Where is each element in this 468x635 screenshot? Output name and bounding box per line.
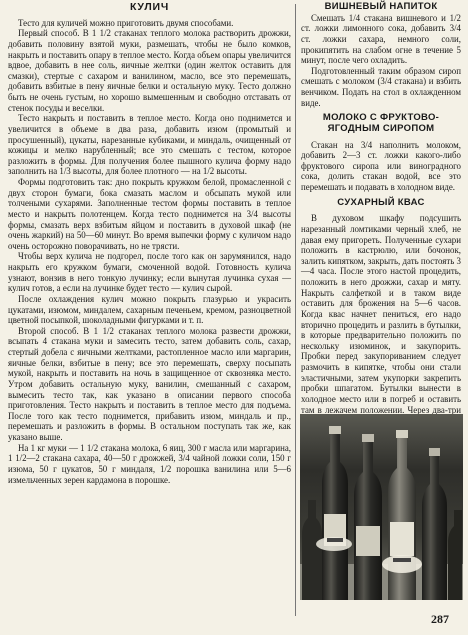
cherry-drink-paragraph: Смешать 1/4 стакана вишневого и 1/2 ст. ложки лимонного сока, добавить 3/4 ст. ложки сахара, немного соли, прокипятить на слабом огне в течение 5 минут, после чего охладить. <box>301 12 461 66</box>
kulich-paragraph: Тесто накрыть и поставить в теплое место. Когда оно поднимется и увеличится в объеме в два раза, добавить изюм (промытый и просушенный), цукаты, нарезанные кубиками, и миндаль, очищенный от кожицы и мелко нарубленный; все это смешать с тестом, которое разложить в формы. Для получения более пышного кулича форму надо заполнить на 1/3 высоты, для более плотного — на 1/2 высоты. <box>8 113 291 177</box>
page-number: 287 <box>431 612 449 626</box>
kulich-paragraph: Первый способ. В 1 1/2 стаканах теплого молока растворить дрожжи, добавить половину взятой муки, размешать, чтобы не было комков, накрыть и поставить опару в теплое место. Когда объем опары увеличится вдвое, добавить в нее соль, яичные желтки (один желток оставить для смазки), стертые с сахаром и ванилином, масло, все это перемешать, добавить взбитые в пену яичные белки и остальную муку. Тесто должно быть не очень густым, но хорошо вымешенным и свободно отставать от стенок посуды и веселки. <box>8 28 291 113</box>
kulich-title: КУЛИЧ <box>129 1 170 13</box>
kvass-paragraph: В духовом шкафу подсушить нарезанный ломтиками черный хлеб, не давая ему пригореть. Полученные сухари положить в кастрюлю, или бочонок, залить кипятком, закрыть, дать постоять 3—4 часа. После этого настой процедить, положить в него дрожжи, сахар и мяту. Накрыть салфеткой и в таком виде оставить для брожения на 5—6 часов. Когда квас начнет пениться, его надо вторично процедить и разлить в бутылки, в которые предварительно положить по нескольку изюминок, и закупорить. Пробки перед закупориванием следует размочить в кипятке, чтобы они стали эластичными, затем укупорки закрепить пробки шпагатом. Бутылки вынести в холодное место или в погреб и оставить там в лежачем положении. Через два-три <box>301 213 461 415</box>
bottles-photo <box>300 414 463 600</box>
kulich-paragraph: Тесто для куличей можно приготовить двумя способами. <box>18 17 234 28</box>
milk-syrup-title: МОЛОКО С ФРУКТОВО-ЯГОДНЫМ СИРОПОМ <box>322 112 440 134</box>
kulich-paragraph: Второй способ. В 1 1/2 стаканах теплого молока развести дрожжи, всыпать 4 стакана муки и замесить тесто, затем добавить соль, сахар, стертый добела с яичными желтками, растопленное масло или маргарин, яичные белки, взбитые в пену; все это перемешать, сверху посыпать мукой, накрыть и поставить на ночь в защищенное от сквозняка место. Утром добавить остальную муку, ванилин, смешанный с сахаром, вымесить тесто так, как указано в описании первого способа приготовления. Тесто накрыть и поставить в теплое место для подъема. После того как тесто поднимется, прибавить изюм, миндаль и пр., перемешать и разложить в формы. В остальном поступать так же, как указано выше. <box>8 325 291 442</box>
kulich-paragraph: Чтобы верх кулича не подгорел, после того как он зарумянился, надо накрыть его кружком бумаги, смоченной водой. Готовность кулича узнают, вонзив в него тонкую лучинку; если вынутая лучинка сухая — кулич готов, а если на лучинке будет тесто — кулич сырой. <box>8 251 291 294</box>
cherry-drink-paragraph: Подготовленный таким образом сироп смешать с молоком (3/4 стакана) и взбить венчиком. Подать на стол в охлажденном виде. <box>301 65 461 108</box>
drinks-column <box>301 2 461 458</box>
kulich-ingredients: На 1 кг муки — 1 1/2 стакана молока, 6 яиц, 300 г масла или маргарина, 1 1/2—2 стакана сахара, 40—50 г дрожжей, 3/4 чайной ложки соли, 150 г изюма, 50 г цукатов, 50 г миндаля, 1/2 порошка ванилина или 5—6 измельченных зерен кардамона в порошке. <box>8 442 291 485</box>
kvass-title: СУХАРНЫЙ КВАС <box>337 196 425 208</box>
kulich-paragraph: После охлаждения кулич можно покрыть глазурью и украсить цукатами, изюмом, миндалем, сахарным печеньем, кремом, разноцветной цветной посыпкой, шоколадными фигурками и т. п. <box>8 293 291 326</box>
column-divider <box>295 4 296 616</box>
cherry-drink-title: ВИШНЕВЫЙ НАПИТОК <box>324 1 438 12</box>
milk-syrup-paragraph: Стакан на 3/4 наполнить молоком, добавить 2—3 ст. ложки какого-либо фруктового сиропа или виноградного сока, долить стакан водой, все это перемешать и подавать в холодном виде. <box>301 139 461 192</box>
bottles-illustration <box>300 414 463 600</box>
kulich-paragraph: Формы подготовить так: дно покрыть кружком белой, промасленной с двух сторон бумаги, бока смазать маслом и обсыпать мукой или толчеными сухарями. Заполненные тестом формы поставить в теплое место и накрыть полотенцем. Когда тесто поднимется на 3/4 высоты формы, смазать верх взбитым яйцом и поставить в духовой шкаф (не очень жаркий) на 50—60 минут. Во время выпечки форму с куличом надо очень осторожно поворачивать, но не трясти. <box>8 177 291 251</box>
kulich-column <box>8 2 291 485</box>
